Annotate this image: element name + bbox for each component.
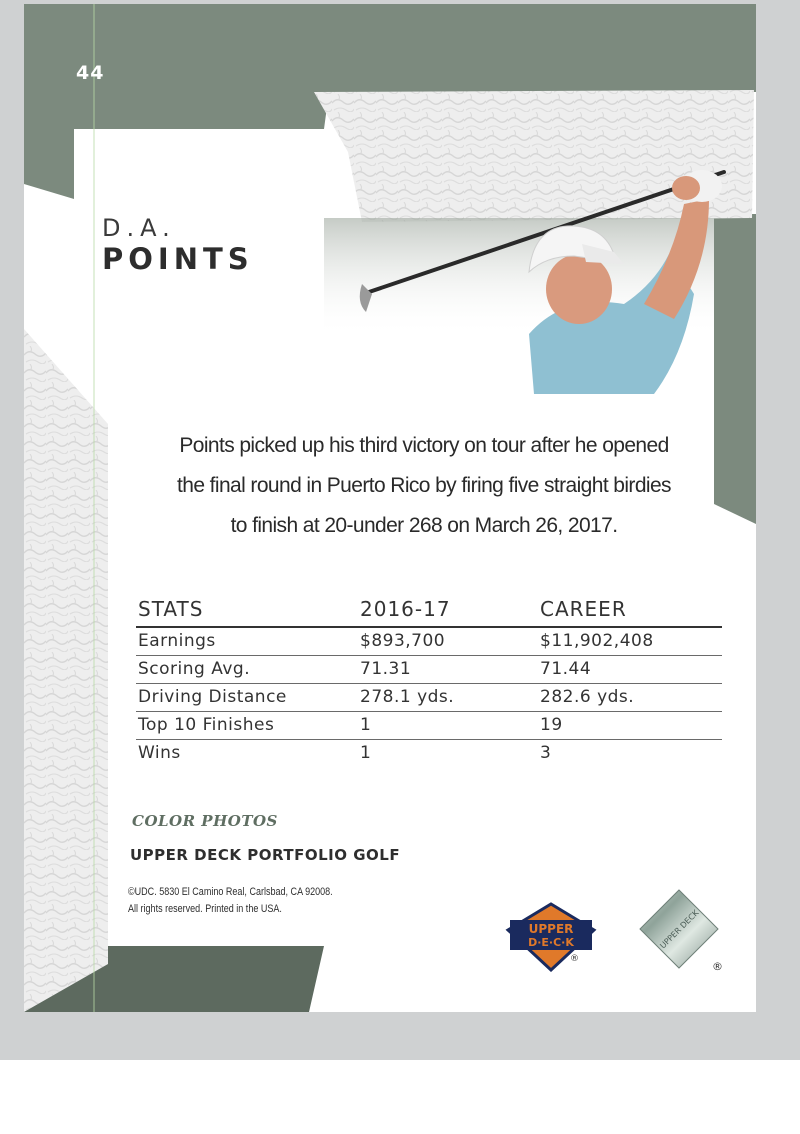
hologram-registered-mark: ® xyxy=(712,960,723,973)
logo-line1: UPPER xyxy=(528,922,574,936)
trading-card-back xyxy=(24,4,756,1012)
stats-table xyxy=(136,596,722,767)
stat-season-value: $893,700 xyxy=(358,627,538,656)
card-number: 44 xyxy=(76,62,105,84)
stat-season-value: 278.1 yds. xyxy=(358,684,538,712)
stats-header-season: 2016-17 xyxy=(358,596,538,627)
legal-line: ©UDC. 5830 El Camino Real, Carlsbad, CA 92008. xyxy=(128,886,333,898)
stat-label: Top 10 Finishes xyxy=(136,712,358,740)
stat-season-value: 1 xyxy=(358,712,538,740)
stat-career-value: 19 xyxy=(538,712,722,740)
stat-career-value: 71.44 xyxy=(538,656,722,684)
stats-header-label: STATS xyxy=(136,596,358,627)
golfer-arm xyxy=(644,199,709,319)
bio-line: Points picked up his third victory on tour after he opened xyxy=(179,434,669,457)
golfer-photo xyxy=(324,144,734,394)
logo-line2: D·E·C·K xyxy=(528,936,574,949)
table-row xyxy=(136,740,722,768)
photo-credit: COLOR PHOTOS xyxy=(132,812,278,830)
hologram-sticker xyxy=(638,888,720,970)
stat-label: Driving Distance xyxy=(136,684,358,712)
product-name: UPPER DECK PORTFOLIO GOLF xyxy=(130,846,401,864)
player-bio xyxy=(134,426,714,546)
leather-panel-left xyxy=(24,329,108,1012)
stat-career-value: $11,902,408 xyxy=(538,627,722,656)
stat-label: Earnings xyxy=(136,627,358,656)
table-row xyxy=(136,627,722,656)
logo-registered-mark: ® xyxy=(570,954,579,964)
stats-header-row xyxy=(136,596,722,627)
legal-line: All rights reserved. Printed in the USA. xyxy=(128,903,282,915)
player-first-name: D.A. xyxy=(102,214,176,242)
stat-career-value: 3 xyxy=(540,743,552,763)
stat-label: Scoring Avg. xyxy=(136,656,358,684)
hologram-text: UPPER DECK xyxy=(658,908,701,951)
bio-line: to finish at 20-under 268 on March 26, 2017. xyxy=(230,514,618,537)
stat-label: Wins xyxy=(138,743,181,763)
bio-line: the final round in Puerto Rico by firing five straight birdies xyxy=(177,474,671,497)
golfer-face xyxy=(546,254,612,324)
stats-header-career: CAREER xyxy=(538,596,722,627)
stat-season-value: 71.31 xyxy=(358,656,538,684)
upper-deck-logo xyxy=(504,900,598,972)
legal-text xyxy=(128,884,333,918)
table-row xyxy=(136,656,722,684)
table-row xyxy=(136,712,722,740)
table-row xyxy=(136,684,722,712)
stat-season-value: 1 xyxy=(360,743,372,763)
stat-career-value: 282.6 yds. xyxy=(538,684,722,712)
player-last-name: POINTS xyxy=(102,242,254,276)
